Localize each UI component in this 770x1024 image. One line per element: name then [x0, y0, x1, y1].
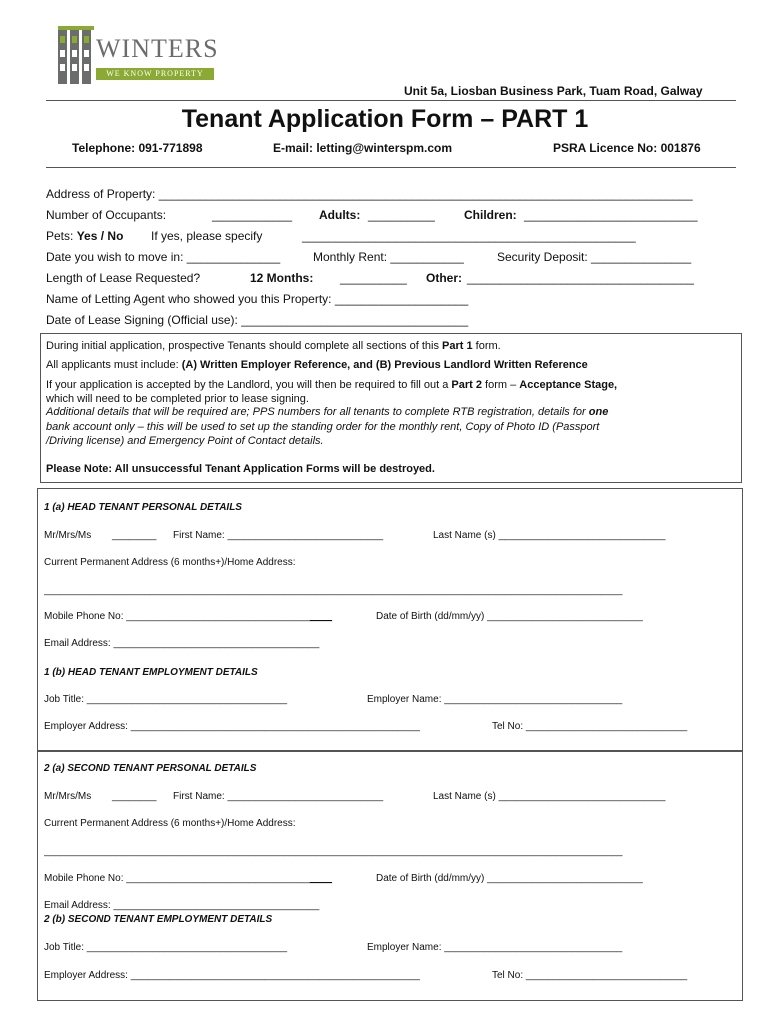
pets-label: Pets:: [46, 229, 74, 243]
head-mobile-label: Mobile Phone No: _________________________________: [44, 611, 310, 622]
occupants-label: Number of Occupants:: [46, 208, 167, 222]
notice-line-6: bank account only – this will be used to set up the standing order for the monthly rent, Copy of Photo ID (Passport: [46, 421, 600, 433]
second-dob-field[interactable]: Date of Birth (dd/mm/yy) ____________________________: [376, 873, 643, 884]
psra-licence: PSRA Licence No: 001876: [553, 141, 701, 155]
email-contact: E-mail: letting@winterspm.com: [273, 141, 453, 155]
logo-tagline: WE KNOW PROPERTY: [96, 68, 214, 80]
adults-label: Adults:: [319, 208, 361, 222]
building-icon: [58, 26, 94, 84]
second-employment-heading: 2 (b) SECOND TENANT EMPLOYMENT DETAILS: [44, 914, 273, 925]
twelve-months-field[interactable]: __________: [340, 271, 407, 285]
letting-agent-field[interactable]: Name of Letting Agent who showed you this Property: ____________________: [46, 292, 469, 306]
twelve-months-label: 12 Months:: [250, 271, 314, 285]
pets-specify-label: If yes, please specify: [151, 229, 263, 243]
head-job-title-field[interactable]: Job Title: ____________________________________: [44, 694, 288, 705]
move-in-date-field[interactable]: Date you wish to move in: ______________: [46, 250, 281, 264]
head-personal-heading: 1 (a) HEAD TENANT PERSONAL DETAILS: [44, 502, 242, 513]
pets-no-option[interactable]: No: [107, 229, 124, 243]
notice-text: form.: [472, 340, 501, 352]
head-last-name-field[interactable]: Last Name (s) ______________________________: [433, 530, 666, 541]
header-divider: [46, 100, 736, 101]
notice-emphasis: Part 1: [442, 340, 473, 352]
page-title: Tenant Application Form – PART 1: [181, 105, 589, 133]
notice-text: During initial application, prospective Tenants should complete all sections of this: [46, 340, 443, 352]
head-employer-address-field[interactable]: Employer Address: ____________________________________________________: [44, 721, 420, 732]
second-job-title-field[interactable]: Job Title: ____________________________________: [44, 942, 288, 953]
notice-line-4: which will need to be completed prior to lease signing.: [46, 393, 309, 405]
second-first-name-field[interactable]: First Name: ____________________________: [173, 791, 384, 802]
second-personal-heading: 2 (a) SECOND TENANT PERSONAL DETAILS: [44, 763, 257, 774]
security-deposit-field[interactable]: Security Deposit: _______________: [497, 250, 692, 264]
notice-line-7: /Driving license) and Emergency Point of Contact details.: [46, 435, 324, 447]
second-address-field[interactable]: ________________________________________________________________________________________________________: [44, 846, 623, 857]
occupants-field[interactable]: ____________: [212, 208, 293, 222]
adults-field[interactable]: __________: [368, 208, 435, 222]
head-address-field[interactable]: ________________________________________________________________________________________________________: [44, 585, 623, 596]
head-first-name-field[interactable]: First Name: ____________________________: [173, 530, 384, 541]
second-email-field[interactable]: Email Address: _____________________________________: [44, 900, 320, 911]
telephone: Telephone: 091-771898: [72, 141, 203, 155]
notice-text: Additional details that will be required are; PPS numbers for all tenants to complete RTB registration, details for: [46, 406, 589, 418]
second-tel-field[interactable]: Tel No: _____________________________: [492, 970, 688, 981]
notice-emphasis: Acceptance Stage,: [519, 379, 618, 391]
second-title-field[interactable]: ________: [112, 791, 157, 802]
notice-line-5: [46, 406, 608, 419]
head-mobile-tail: ____: [309, 611, 333, 622]
notice-line-3: [46, 379, 617, 392]
head-title-field[interactable]: ________: [112, 530, 157, 541]
second-employer-address-field[interactable]: Employer Address: ____________________________________________________: [44, 970, 420, 981]
second-mobile-field[interactable]: [44, 873, 332, 884]
company-address: Unit 5a, Liosban Business Park, Tuam Road, Galway: [404, 84, 703, 98]
second-employer-name-field[interactable]: Employer Name: ________________________________: [367, 942, 623, 953]
monthly-rent-field[interactable]: Monthly Rent: ___________: [313, 250, 464, 264]
pets-yes-option[interactable]: Yes: [76, 229, 98, 243]
head-tel-field[interactable]: Tel No: _____________________________: [492, 721, 688, 732]
notice-text: If your application is accepted by the Landlord, you will then be required to fill out a: [46, 379, 452, 391]
head-title-label: Mr/Mrs/Ms: [44, 530, 92, 541]
second-last-name-field[interactable]: Last Name (s) ______________________________: [433, 791, 666, 802]
second-address-label: Current Permanent Address (6 months+)/Home Address:: [44, 818, 296, 829]
children-field[interactable]: __________________________: [524, 208, 698, 222]
second-mobile-label: Mobile Phone No: _________________________________: [44, 873, 310, 884]
pets-separator: /: [97, 229, 108, 243]
winters-logo: [58, 26, 220, 84]
head-mobile-field[interactable]: [44, 611, 332, 622]
notice-warning: Please Note: All unsuccessful Tenant Application Forms will be destroyed.: [46, 463, 435, 475]
notice-text: All applicants must include:: [46, 359, 182, 371]
contact-divider: [46, 167, 736, 168]
property-address-field[interactable]: Address of Property: ________________________________________________________________________________: [46, 187, 693, 201]
notice-emphasis: Part 2: [451, 379, 482, 391]
lease-signing-field[interactable]: Date of Lease Signing (Official use): __________________________________: [46, 313, 469, 327]
notice-line-1: [46, 340, 501, 353]
head-employer-name-field[interactable]: Employer Name: ________________________________: [367, 694, 623, 705]
notice-line-2: [46, 359, 588, 372]
head-address-label: Current Permanent Address (6 months+)/Home Address:: [44, 557, 296, 568]
head-email-field[interactable]: Email Address: _____________________________________: [44, 638, 320, 649]
head-employment-heading: 1 (b) HEAD TENANT EMPLOYMENT DETAILS: [44, 667, 258, 678]
logo-wordmark: WINTERS: [96, 34, 219, 63]
second-mobile-tail: ____: [309, 873, 333, 884]
pets-specify-field[interactable]: __________________________________________________: [302, 229, 636, 243]
second-title-label: Mr/Mrs/Ms: [44, 791, 92, 802]
head-dob-field[interactable]: Date of Birth (dd/mm/yy) ____________________________: [376, 611, 643, 622]
other-field[interactable]: __________________________________: [467, 271, 694, 285]
notice-text: form –: [482, 379, 520, 391]
notice-emphasis: one: [588, 406, 609, 418]
children-label: Children:: [464, 208, 517, 222]
other-label: Other:: [426, 271, 462, 285]
notice-emphasis: (A) Written Employer Reference, and (B) Previous Landlord Written Reference: [181, 359, 588, 371]
lease-length-label: Length of Lease Requested?: [46, 271, 201, 285]
pets-row: [46, 229, 123, 243]
